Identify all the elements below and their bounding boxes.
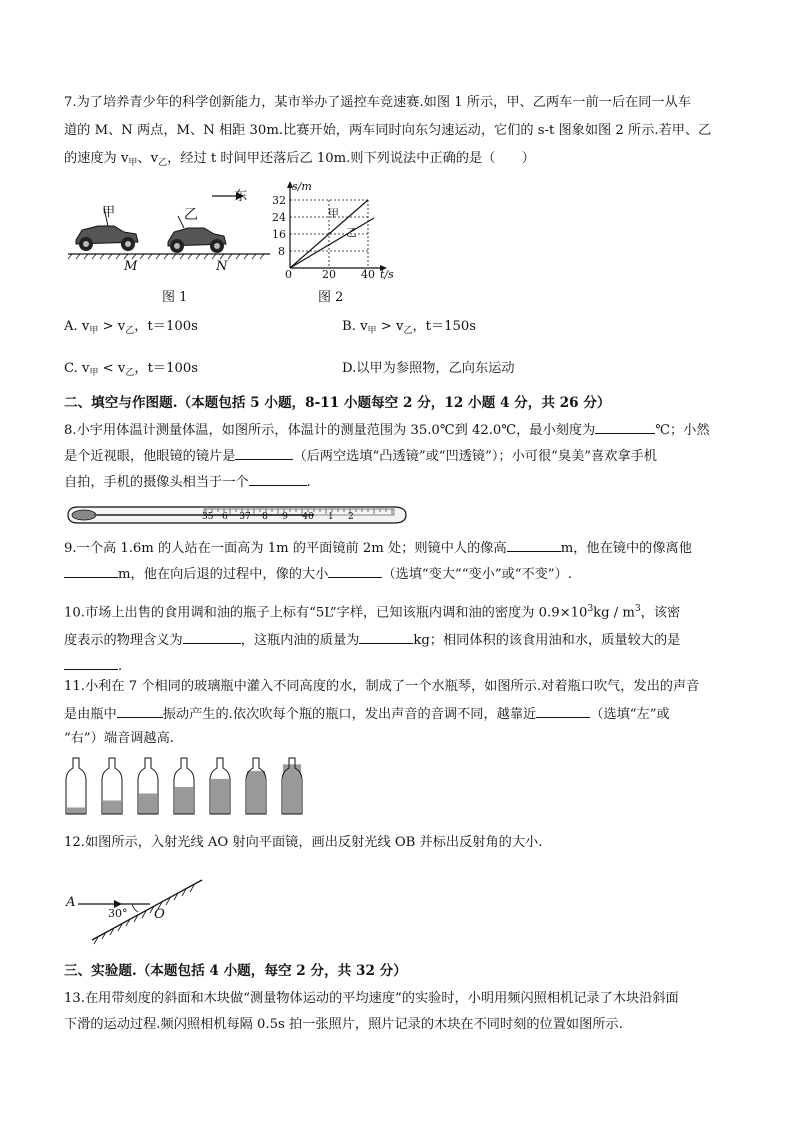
q7-line2: 道的 M、N 两点，M、N 相距 30m.比赛开始，两车同时向东匀速运动，它们的 s-t 图象如图 2 所示.若甲、乙	[64, 123, 712, 138]
bottle-3	[138, 758, 158, 814]
q8-blank2[interactable]	[235, 446, 293, 460]
option-c[interactable]: C. $v_甲 < v_乙$，t＝100s	[64, 361, 199, 378]
q7-line1: 7.为了培养青少年的科学创新能力，某市举办了遥控车竞速赛.如图 1 所示，甲、乙两车一前一后在同一从车	[64, 95, 691, 110]
east-label: 东	[234, 189, 248, 204]
bottle-water-2	[103, 801, 121, 815]
bottle-water-6	[247, 771, 265, 814]
car-jia-label: 甲	[102, 205, 116, 220]
bottle-5	[210, 758, 230, 814]
thermometer-scale-labels: 35 6 37 8 9 40 1 2	[202, 512, 354, 522]
q8-line1: 8.小宇用体温计测量体温，如图所示，体温计的测量范围为 35.0℃到 42.0℃，最小刻度为 ℃；小然	[64, 420, 710, 440]
bottle-water-5	[211, 779, 229, 814]
bottle-water-1	[67, 808, 85, 814]
bottle-2	[102, 758, 122, 814]
q9-line1: 9.一个高 1.6m 的人站在一面高为 1m 的平面镜前 2m 处；则镜中人的像高 m，他在镜中的像离他	[64, 538, 692, 558]
q8-line2: 是个近视眼，他眼镜的镜片是 （后两空选填“凸透镜”或“凹透镜”）；小可很“臭美”喜欢拿手机	[64, 446, 657, 466]
q11-line3: “右”）端音调越高.	[64, 731, 174, 746]
q8-blank1[interactable]	[595, 420, 655, 434]
bottle-1	[66, 758, 86, 814]
q7-line3: 的速度为 $v_甲$、$v_乙$，经过 t 时间甲还落后乙 10m.则下列说法中正确的是（ ）	[64, 151, 535, 168]
bottle-7	[282, 758, 302, 814]
line-yi	[290, 218, 374, 268]
graph-xlabel: t/s	[380, 268, 394, 281]
q10-line2: 度表示的物理含义为 ，这瓶内油的质量为 kg；相同体积的该食用油和水，质量较大的是	[64, 630, 680, 650]
section3-heading: 三、实验题.（本题包括 4 小题，每空 2 分，共 32 分）	[64, 963, 407, 979]
car-yi-label: 乙	[184, 207, 198, 223]
q9-blank1[interactable]	[507, 538, 561, 552]
q13-line2: 下滑的运动过程.频闪照相机每隔 0.5s 拍一张照片，照片记录的木块在不同时刻的位置如图所示.	[64, 1017, 623, 1032]
bottle-water-3	[139, 793, 157, 814]
bottle-6	[246, 758, 266, 814]
bottle-water-4	[175, 787, 193, 814]
q11-line1: 11.小利在 7 个相同的玻璃瓶中灌入不同高度的水，制成了一个水瓶琴，如图所示.对着瓶口吹气，发出的声音	[64, 679, 700, 694]
point-m-label: M	[124, 259, 138, 274]
bottle-4	[174, 758, 194, 814]
q10-blank2[interactable]	[359, 630, 413, 644]
q13-line1: 13.在用带刻度的斜面和木块做“测量物体运动的平均速度”的实验时，小明用频闪照相机记录了木块沿斜面	[64, 991, 679, 1006]
section2-heading: 二、填空与作图题.（本题包括 5 小题，8-11 小题每空 2 分，12 小题 4 分，共 26 分）	[64, 395, 611, 411]
line-yi-label: 乙	[346, 226, 357, 239]
option-a[interactable]: A. $v_甲 > v_乙$，t＝100s	[64, 319, 198, 336]
bottle-water-7	[283, 764, 301, 814]
water-bottles-figure	[64, 756, 314, 818]
point-n-label: N	[216, 259, 228, 274]
q10-line1: 10.市场上出售的食用调和油的瓶子上标有“5L”字样，已知该瓶内调和油的密度为 $0.9\times 10^3kg / m^3$，该密	[64, 604, 681, 621]
graph-ylabel: s/m	[292, 180, 312, 193]
q12-line1: 12.如图所示，入射光线 AO 射向平面镜，画出反射光线 OB 并标出反射角的大小.	[64, 835, 543, 850]
x-tick-40: 40	[361, 268, 375, 281]
y-tick-32: 32	[272, 194, 286, 207]
label-a: A	[66, 895, 76, 910]
angle-label: 30°	[108, 907, 128, 920]
option-b[interactable]: B. $v_甲 > v_乙$，t＝150s	[342, 319, 477, 336]
x-tick-0: 0	[285, 268, 292, 281]
label-o: O	[154, 907, 165, 922]
q8-line3: 自拍，手机的摄像头相当于一个 .	[64, 472, 311, 492]
q9-line2: m，他在向后退的过程中，像的大小 （选填“变大”“变小”或“不变”）.	[64, 564, 572, 584]
q11-blank1[interactable]	[117, 704, 163, 718]
option-d[interactable]: D.以甲为参照物，乙向东运动	[342, 361, 515, 376]
y-tick-16: 16	[272, 228, 286, 241]
q10-blank3[interactable]	[64, 656, 118, 670]
line-jia-label: 甲	[328, 207, 339, 220]
q10-blank1[interactable]	[183, 630, 241, 644]
q11-line2: 是由瓶中 振动产生的.依次吹每个瓶的瓶口，发出声音的音调不同，越靠近 （选填“左”或	[64, 704, 670, 724]
q10-line3: .	[64, 656, 122, 676]
q8-blank3[interactable]	[249, 472, 307, 486]
y-tick-8: 8	[278, 245, 285, 258]
q9-blank3[interactable]	[328, 564, 382, 578]
figure2-caption: 图 2	[318, 290, 344, 305]
x-tick-20: 20	[322, 268, 336, 281]
figure1-caption: 图 1	[162, 290, 188, 305]
q9-blank2[interactable]	[64, 564, 118, 578]
y-tick-24: 24	[272, 211, 286, 224]
q11-blank2[interactable]	[536, 704, 590, 718]
mirror-figure	[64, 870, 214, 950]
